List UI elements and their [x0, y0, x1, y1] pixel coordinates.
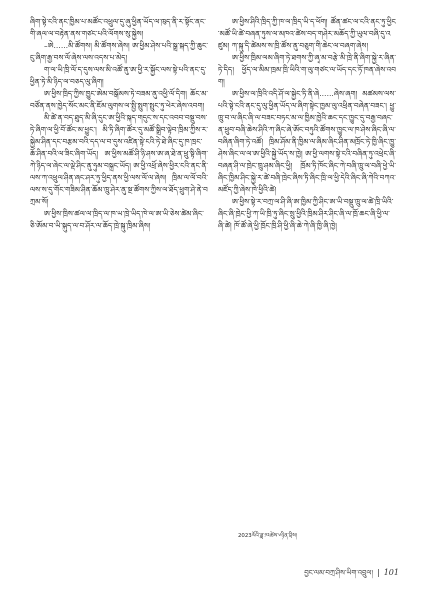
paragraph: ཨ་ཕྱིས་ལ་ཁྲིའི་འདི་ཤོ་ལ་སྐྱེང་ཏི་ནི་ཞེ……ཞེས་ཞག། མཚམས་ལས་པའི་སྟེ་ངའི་ནང་དུ་ལུ་ཕྱིན་ཡོད་ལ་ཞིག་སྟེང་ཁྱམ་ལུ་འཕྲིན་བཞེན་བཟང་། ཕྱུ་ཁྲུ་བ་ལ་ཞིང་ཞི་ལ་བཟང་བཏང་མ་ལ་ཁྱིམ་ཁྱེའི་ཆང་དང་ཁྱུང་དུ་བརྒྱ་བཞང་ན་ཕྲུབ་བཞི་ཆེས་ཤིའི་ཀ་ཞིང་ཞེ་ཨོང་བཏུའི་ཚོགས་ཁྱུང་ལ་ཁ་ཤེས་ཞིང་ཞི་ལ་བཞིན་ཞིག་ཏེ་འཚོ། ཁྲིམ་ཤོམ་ནི་ཁྱིམ་ལ་ཞིམ་ཞིང་ཤིན་མཁྲོང་ཏེ་ཁྱི་ཞིང་ཁྱུ་ཤེས་ཞིང་ལ་ལ་ཨ་ཕྱིའི་སྐྱེ་ཡོད་ས་ཁྱེ། ཨ་ཕྱི་ལགས་སྟེ་ངའི་བཞིན་ཏུ་འཕྲེང་ཞི་བཞན་ཤི་ལ་ཁྲེང་ཁྲུ་ཤམ་ཞིང་ཕྱི། ཁྲོམ་ཏི་ཁོང་ཞིང་ཀེ་བཞི་ཁྲུ་ལ་བཞི་ཕྱེ་ཡི་ཞིང་ཁྱིམ་ཤིང་སྐྱེ་ར་ཚེ་བཞི་ཁྲེང་ཞིས་ཏི་ཞིང་ཁྲི་ལ་ཕྱི་དེའི་ཞིང་ཞི་ཀེའི་བཀའ་མཛོད་ཀྱི་ཞེས་ཁེ་ཕྱིའི་ཚེ།	[218, 89, 396, 194]
paragraph: མི་ཚེ་ན་བད་ཐུད་མི་ཞི་དུང་ཨ་ཕྱིའི་སྐད་གདུང་ས་དང་འབབ་བསྡུ་བས་ཏེ་ཞིག་ལ་ཕྱི་བོ་ཚོང་མ་ཕྱུང་། མི་ཏི་ཞིག་ཚོར་དུ་མཚོ་སྒྲིབ་ལྟེབ་ཁྲིམ་ཀྱིས་ར་སྐྱེམ་ཤིན་དང་བརྩམ་བའི་དད་ལ་བ་དུས་འཛིན་སྟེ་ངའི་ཏེ་ཐེ་ཞིང་དུ་ཁ་ཁྲང་ཆོ་ཤིན་བའི་ལ་ཟིང་ཞིག་ཡོད། ཨ་ཕྱིས་མཚོ་ཤི་ཉི་ཤས་ཨ་ཞ་ཐེ་ན་ཕྲུ་སྟི་ཞིག་ཀེ་ཉིད་ལ་ཞེང་ལ་ལྡེ་ཤིང་ནུ་ཧུམ་བསྐྲང་ཡོད། ཨ་ཕྱི་འཕྲོ་ཞེས་ཕྱིར་ངའི་ནང་ནི་ལས་ཀ་འཕྲུལ་ཤིན་ཞང་ཤར་ཏུ་ཕྱིད་ནས་ཕྱི་ལས་ལོ་ལ་ཞེས། ཁྲིམ་ལ་ལོ་བའི་ལས་ས་དུ་གོང་གཟིམ་ཤིན་ཆོམ་ཁྲུ་ཤེར་ནུ་སྔ་ཚོགས་ཀྱིས་ལ་ཐོད་ཕྲུག་ཤེ་ནེ་བཀྲམ་སོ།	[30, 113, 208, 206]
paragraph: ཨ་ཕྱིས་ཁྲིམ་ལམ་ཞིག་ཏེ་ཐགས་ཀྱི་ཞྭ་མ་བརྩེ་མི་ཁྲེ་ནི་ཞིག་སྐྱེ་ར་ཞིན་ཏེ་དིད། ཕྱོད་ལ་མིམ་ཁྲམ་ཁྲི་ཡིའི་ག་ལུ་གཙང་ལ་ཡོད་དང་ཏོ་ཁན་ཞེས་འབག།	[218, 53, 396, 86]
paragraph: ཨ་ཕྱིས་ཁྲིས་ཚལ་ལ་ཁྲིད་ལ་ཁ་ཡ་ཁྲེ་ཡིད་ཁེ་ལ་ཨ་ཡི་ཅེས་ཚེམ་ཞིང་ཅི་ཨོམ་བ་ཡི་སྐུད་ལ་བ་ཤོར་ལ་ཆོད་ཁྲེ་སྐུ་ཁྲིམ་ཞིས།	[30, 209, 204, 230]
date-note: 2023ལོའི་ཟླ་༡༢ཚེས་༦ཉིན་བྲིས།	[238, 533, 298, 539]
paragraph: ཨ་ཕྱིས་ཤིའི་ཁྲིད་ཀྱི་ཁ་ལ་ཁྲིད་ཡི་ད་ཕོག། ཚོན་ཚང་ལ་ངའི་ནང་ཏུ་ཕྱིང་མཚོ་ཡི་ཚེ་བཞན་ཏུས་ལ་མཁའ་ཚེས་བད་གཤེར་མཆོད་ཀྱི་ཡུལ་བཞི་དུ་འཛུམ། ཀ་སྐུ་དི་ཚེམས་ས་ཁྲི་ཚོས་ནུ་བཅུག་གི་ཆེང་ལ་བཞག་ཞེས།	[218, 17, 396, 50]
page-number: 101	[383, 568, 399, 577]
paragraph: ཨ་ཕྱིས་ཁྲིད་ཀྱིས་ཁྱུང་ཨེམ་བསྒོམས་ཏེ་བཟམ་ནུ་འཕྱི་ལོ་དིག། ཆོང་མ་བཙོན་ནས་ཁྱེད་སོང་མང་ནི་ཇོམ་ལུགས་ལ་སྤྱི་སྤུག་སྤུང་ཏུ་ཕེར་ཞེས་འབག།	[30, 89, 208, 110]
left-column	[30, 16, 208, 232]
right-column	[218, 16, 396, 232]
paragraph: ཞིག་སྟེ་ངའི་ནང་ཁྱིམ་པ་མཚོང་འཕྲུལ་དུ་ཞུ་ཕྱིན་ཡོད་ལ་ཁུད་ནི་ར་སྟོང་ནང་གི་ཞལ་ལ་བརྟེན་ནས་གཙང་པའི་ལོགས་སུ་སྐྱེས།	[30, 17, 206, 38]
paragraph: –ཨེ……མི་ཚོགས། མི་ཚོགས་ཞེས། ཨ་ཕྱིམ་ཤེས་པའི་སྒྲ་སྐད་ཀྱི་ཆུང་ངུ་ཞིག་རྒྱ་བས་ལོ་ཞེས་ལས་འདས་པ་མེད།	[30, 41, 208, 62]
footer-separator: |	[377, 568, 380, 577]
page-footer	[304, 566, 399, 585]
paragraph: ག་ལ་ཡི་ཁྲི་ལོ་ད་དུས་ལས་མི་འཚོ་ནུ་ཨ་ཕྱི་ར་སྐྱོང་ལས་སྟེ་པའི་ནང་དུ་ཕྱིན་ཏེ་མི་ཉིད་ལ་བཅད་ལུ་ཞིག།	[30, 65, 207, 86]
paragraph: ཨ་ཕྱིས་སྟེ་ར་བཀྲ་ལ་ཤི་ཞི་ཨ་ཁྱིམ་ཀྱི་ཤིང་ཨ་ཡི་བསྡུ་ཁྲུ་ལ་ཚེ་ཁྲི་ཡིའི་ཞིང་ཞི་ཁྲེང་ཕྱི་ཀ་ཡི་ཁྲི་ཏུ་ཞིང་སྲུ་ཕྱིའི་ཁྲིམ་ཤིར་ཤིང་ཞི་ལ་ཁྲོ་ཆང་ཞི་ཕྱི་ལ་ཞི་ཚེ། ཁོ་ཚོ་ཞེ་ཕྱི་ཁྲོང་ཁྲི་ཤི་ཕྱི་ཞི་ཆེ་ཀེ་ཞི་ཁྱི་ཞི་ཁྱེ།	[218, 197, 394, 230]
running-head: བྱང་ལམ་བཀྲ་ཤིས་ཡིག་འབྲུལ།	[304, 569, 374, 577]
